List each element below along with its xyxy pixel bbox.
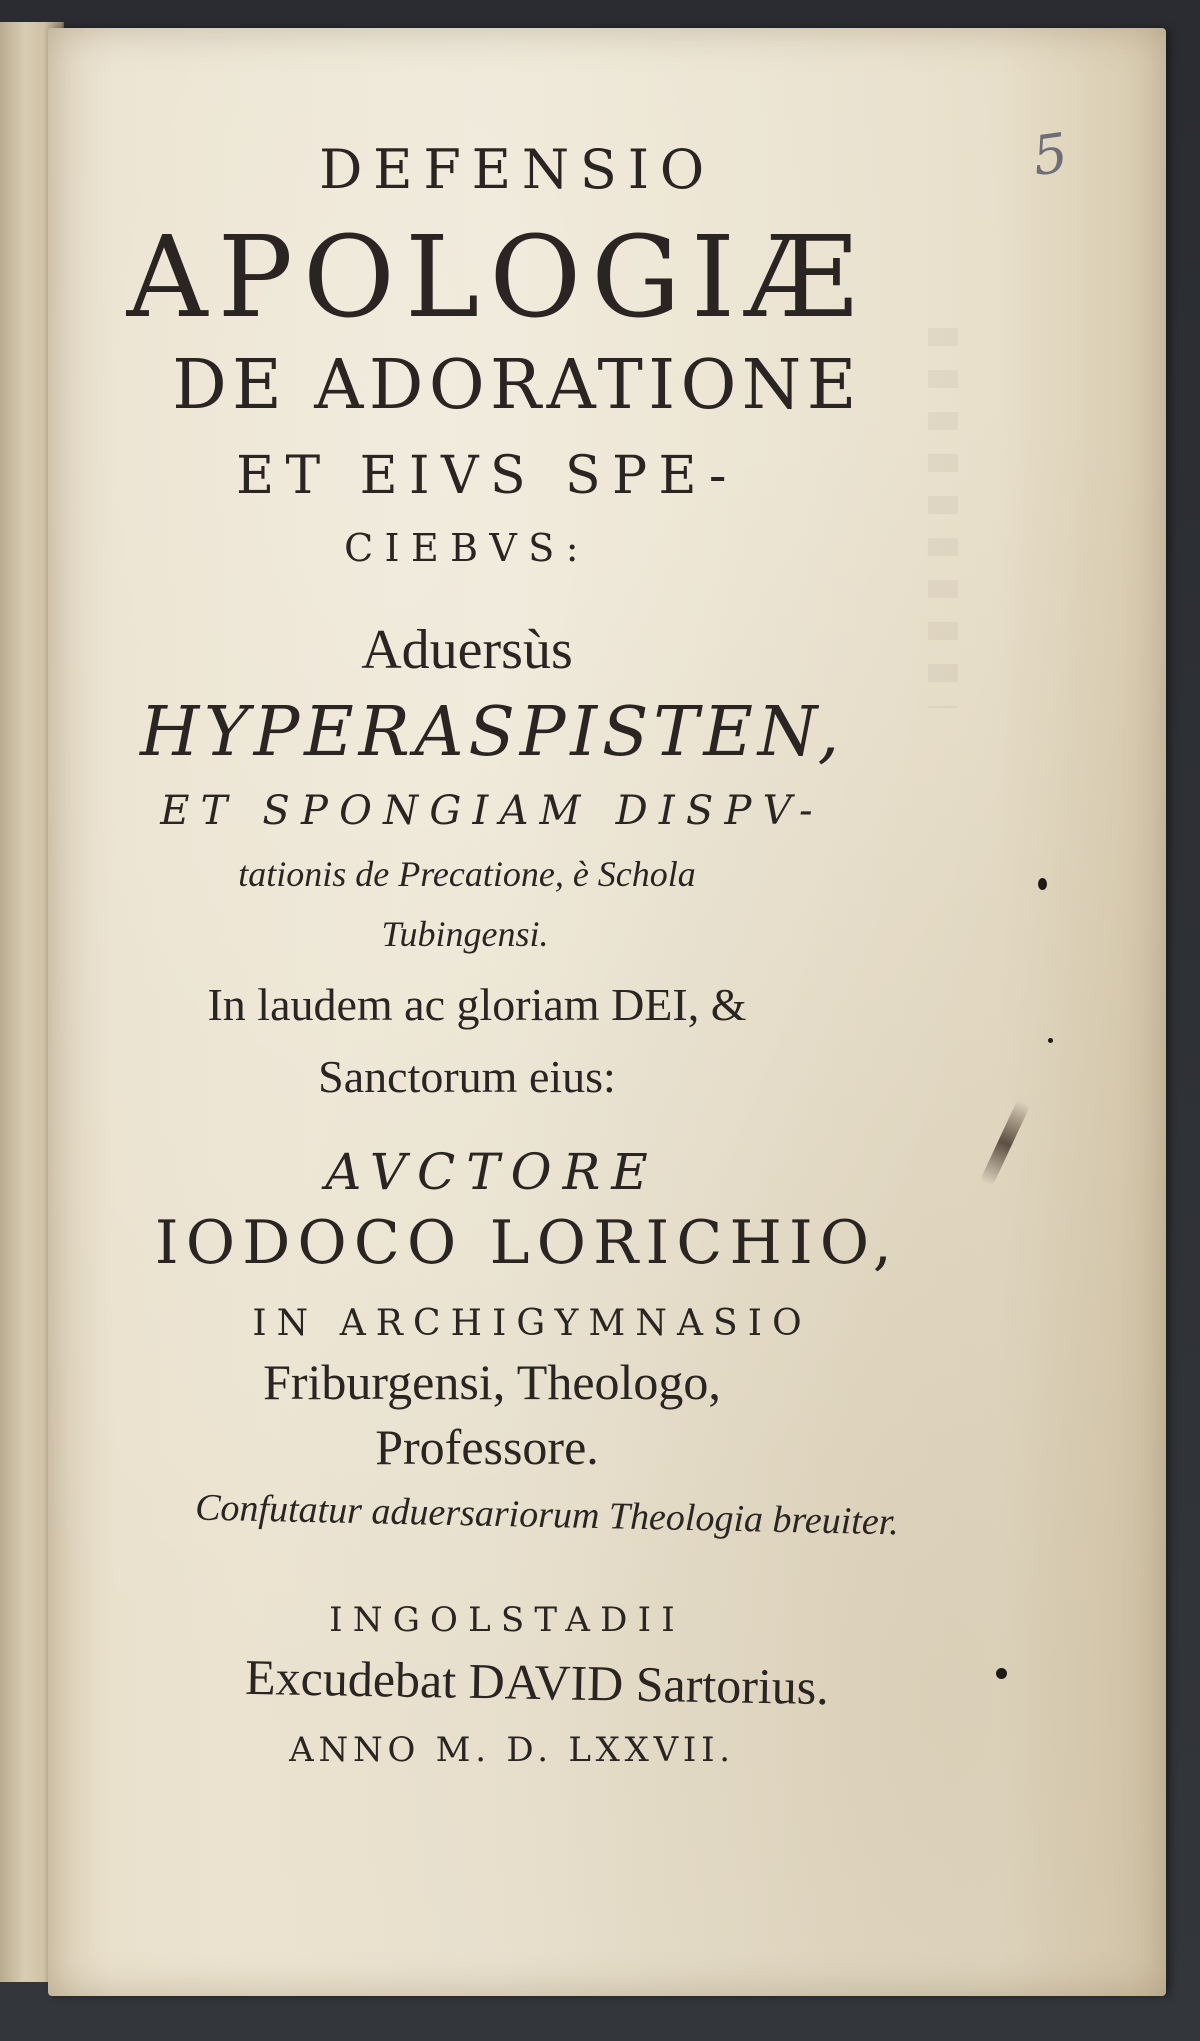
title-line-friburgensi: Friburgensi, Theologo, [263,1354,721,1410]
imprint-printer: Excudebat DAVID Sartorius. [244,1648,830,1716]
title-line-auctore: AVCTORE [325,1143,659,1201]
title-line-ciebus: CIEBVS: [344,526,590,570]
page-number: 5 [1028,120,1072,189]
title-line-tationis: tationis de Precatione, è Schola [238,854,696,894]
title-line-aduersus: Aduersùs [361,619,573,681]
title-line-et-spongiam: ET SPONGIAM DISPV- [160,788,824,834]
title-page [48,28,1166,1996]
title-line-de-adoratione: DE ADORATIONE [172,346,862,425]
title-line-hyperaspisten: HYPERASPISTEN, [139,693,845,772]
title-line-et-eius-spe: ET EIVS SPE- [236,446,738,506]
title-line-apologiae: APOLOGIÆ [126,213,868,343]
title-line-sanctorum: Sanctorum eius: [318,1051,616,1102]
title-line-tubingensi: Tubingensi. [381,914,549,954]
title-line-confutatur: Confutatur aduersariorum Theologia breuiter. [194,1486,900,1544]
imprint-place: INGOLSTADII [329,1600,685,1640]
title-line-defensio: DEFENSIO [319,138,715,201]
title-line-professore: Professore. [375,1419,599,1475]
title-line-archigymnasio: IN ARCHIGYMNASIO [252,1303,812,1344]
title-line-in-laudem: In laudem ac gloriam DEI, & [207,979,747,1030]
ink-speck [1038,878,1047,890]
author-name: IODOCO LORICHIO, [154,1208,900,1278]
ink-speck [1048,1038,1053,1043]
imprint-year: ANNO M. D. LXXVII. [289,1730,735,1770]
